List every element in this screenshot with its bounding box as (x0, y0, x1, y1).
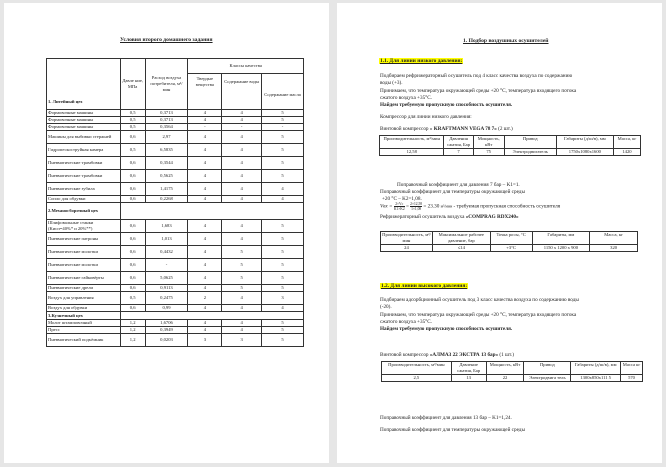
column-header: Максимальное рабочее давление, бар (432, 232, 490, 245)
column-header: Производительность, м³/мин (382, 232, 431, 243)
cell-flow: 0,3949 (145, 327, 188, 334)
document-page-right (337, 3, 662, 463)
cell-water: 4 (222, 157, 262, 170)
column-header: Габариты (д/ш/в), мм (571, 362, 621, 375)
paragraph: Подбираем рефрижераторный осушитель под 4 класс качества воздуха по содержанию (380, 73, 573, 79)
cell-water: 4 (222, 305, 262, 312)
column-header: Габариты, мм (532, 232, 590, 245)
cell-solids: 4 (188, 259, 222, 272)
cell-flow: 0,4432 (145, 246, 188, 259)
column-header: Масса, кг (590, 232, 638, 245)
compressor-name: KRAFTMANN VEGA 78 7» (433, 126, 497, 132)
cell-flow: 5,0625 (145, 272, 188, 285)
table-row (47, 110, 304, 117)
cell-flow: 0,3713 (145, 110, 188, 117)
cell-oil: 5 (262, 144, 304, 157)
cell-solids: - (188, 124, 222, 131)
cell-flow: 6,5835 (145, 144, 188, 157)
cell-flow: 1,4175 (145, 183, 188, 196)
cell-oil: 5 (262, 259, 304, 272)
column-header: Привод (504, 136, 556, 149)
cell-oil: 5 (262, 220, 304, 233)
cell-flow: 0,3544 (145, 157, 188, 170)
cell-pressure: 0,6 (120, 246, 145, 259)
cell-name: Формовочные машины (47, 124, 121, 131)
cell-flow: 1,683 (145, 220, 188, 233)
cell-flow: 0,2475 (145, 292, 188, 305)
table-cell: 22 (486, 375, 524, 382)
table-row (47, 246, 304, 259)
column-header: Производительность, м³/мин (382, 362, 452, 375)
cell-pressure: 0,5 (120, 117, 145, 124)
cell-pressure: 1,2 (120, 320, 145, 327)
table-cell: 13 (451, 375, 486, 382)
paragraph: воды (+3). (380, 80, 403, 86)
table-row (47, 327, 304, 334)
cell-oil: 5 (262, 157, 304, 170)
cell-oil: 5 (262, 334, 304, 347)
cell-flow: 0,99 (145, 305, 188, 312)
paragraph: (-20). (380, 304, 392, 310)
cell-water: 5 (222, 246, 262, 259)
cell-name: Воздух для обдувки (47, 305, 121, 312)
cell-pressure: 0,6 (120, 170, 145, 183)
paragraph: Найдем требуемую пропускную способность осушителя. (380, 102, 513, 108)
cell-pressure: 1,2 (120, 327, 145, 334)
cell-name: Машины для выбивки стержней (47, 131, 121, 144)
header-solids: Твердые вещества (188, 74, 222, 110)
cell-solids: 4 (188, 183, 222, 196)
table-row (47, 305, 304, 312)
dryer-name: «COMPRAG RDX240» (465, 214, 519, 220)
cell-name: Формовочные машины (47, 117, 121, 124)
cell-name: Пневматические дрели (47, 285, 121, 292)
cell-pressure: 0,6 (120, 272, 145, 285)
table-row (47, 196, 304, 203)
cell-flow: 0,3713 (145, 117, 188, 124)
cell-name: Пневматические молотки (47, 259, 121, 272)
table-cell: 1420 (613, 149, 640, 156)
cell-name: Пневматические патроны (47, 233, 121, 246)
cell-oil: 5 (262, 285, 304, 292)
cell-flow: - (145, 259, 188, 272)
cell-flow: 2,97 (145, 131, 188, 144)
page-title: Условия второго домашнего задания (120, 37, 213, 43)
table-cell: 1150 x 1200 x 900 (532, 245, 590, 252)
cell-water: 3 (222, 334, 262, 347)
cell-pressure: 0,6 (120, 233, 145, 246)
cell-name: Шлифовальные станки (Kисп=40%* и 20%**) (47, 220, 121, 233)
cell-solids: 4 (188, 220, 222, 233)
header-section: 1. Литейный цех (47, 59, 121, 110)
cell-water: 4 (222, 131, 262, 144)
cell-oil: 3 (262, 292, 304, 305)
table-row (380, 149, 641, 156)
cell-pressure: 0,6 (120, 305, 145, 312)
header-flow: Расход воздуха потребителя, м³/мин (145, 59, 188, 110)
cell-solids: 4 (188, 320, 222, 327)
cell-flow: 1,013 (145, 233, 188, 246)
cell-solids: 4 (188, 246, 222, 259)
cell-water: 4 (222, 110, 262, 117)
column-header: Производительность, м³/мин (380, 136, 444, 149)
cell-solids: 4 (188, 131, 222, 144)
paragraph: Поправочный коэффициент для давления 13 бар – K1=1,24. (380, 415, 512, 421)
cell-pressure: 0,6 (120, 196, 145, 203)
cell-pressure: 0,6 (120, 285, 145, 292)
cell-flow: 0,3564 (145, 124, 188, 131)
cell-name: Воздух для управления (47, 292, 121, 305)
cell-water: 4 (222, 117, 262, 124)
cell-water: 4 (222, 220, 262, 233)
column-header: Давление сжатия, Бар (451, 362, 486, 375)
cell-name: Пневматический подъёмник (47, 334, 121, 347)
cell-pressure: 0,5 (120, 124, 145, 131)
cell-flow: 0,5625 (145, 170, 188, 183)
cell-pressure: 0,6 (120, 220, 145, 233)
cell-oil: 5 (262, 131, 304, 144)
cell-pressure: 0,6 (120, 131, 145, 144)
cell-name: Молот штамповочный (47, 320, 121, 327)
cell-pressure: 0,6 (120, 157, 145, 170)
cell-solids: 4 (188, 327, 222, 334)
table-cell: 1300x850x111 5 (571, 375, 621, 382)
table-row (47, 320, 304, 327)
cell-name: Пневматические молотки (47, 246, 121, 259)
cell-water: 5 (222, 272, 262, 285)
cell-oil: 5 (262, 170, 304, 183)
table-cell: Электродвигатель (504, 149, 556, 156)
page-title: 1. Подбор воздушных осушителей (463, 38, 549, 44)
cell-oil: 5 (262, 246, 304, 259)
compressor-line: Винтовой компрессор «АЛМАЗ 22 ЭКСТРА 13 бар» (1 шт.) (380, 352, 514, 358)
table-cell: 12,58 (380, 149, 444, 156)
column-header: Масса, кг (613, 136, 640, 149)
table-row (47, 157, 304, 170)
cell-solids: 4 (188, 272, 222, 285)
compressor-name: «АЛМАЗ 22 ЭКСТРА 13 бар» (429, 352, 499, 358)
cell-solids: 4 (188, 170, 222, 183)
paragraph: +20 °С – K2=1,08. (382, 196, 422, 202)
cell-oil: 5 (262, 117, 304, 124)
cell-flow: 0,0203 (145, 334, 188, 347)
cell-water: 4 (222, 320, 262, 327)
cell-solids: 3 (188, 334, 222, 347)
cell-oil: 5 (262, 233, 304, 246)
column-header: Точка росы, °С (490, 232, 532, 245)
compressor-table-high (381, 361, 643, 382)
air-consumers-table (46, 58, 304, 347)
cell-water: 5 (222, 285, 262, 292)
paragraph: Найдем требуемую пропускную способность осушителя. (380, 326, 513, 332)
compressor-table-low (379, 135, 641, 156)
table-row (381, 245, 638, 252)
paragraph: Принимаем, что температура окружающей среды +20 °С, температура входящего потока (380, 312, 577, 318)
section-heading-low-pressure: 1.1. Для линии низкого давления: (380, 58, 463, 64)
document-page-left (4, 3, 329, 463)
paragraph: Поправочный коэффициент для давления 7 бар – K1=1. (397, 182, 520, 188)
table-cell: 7 (444, 149, 473, 156)
cell-pressure: 0,5 (120, 292, 145, 305)
cell-water: 4 (222, 327, 262, 334)
column-header: Габариты (д/ш/в), мм (556, 136, 613, 149)
paragraph: Подбираем адсорбционный осушитель под 3 класс качества воздуха по содержанию воды (380, 297, 579, 303)
table-row (47, 117, 304, 124)
table-row (47, 124, 304, 131)
table-cell: 320 (590, 245, 638, 252)
table-cell: 24 (381, 245, 433, 252)
table-row (47, 259, 304, 272)
dryer-line: Рефрижераторный осушитель воздуха «COMPRAG RDX240» (380, 214, 519, 220)
cell-name: Формовочные машины (47, 110, 121, 117)
cell-oil: - (262, 124, 304, 131)
table-cell: 1750x1080x1600 (556, 149, 613, 156)
column-header: Мощность, кВт (473, 136, 504, 149)
column-header: Привод (524, 362, 571, 375)
cell-oil: 5 (262, 320, 304, 327)
section-header: 2.Механосборочный цех (47, 203, 121, 220)
paragraph: сжатого воздуха +35°С. (380, 319, 433, 325)
cell-pressure: 0,5 (120, 144, 145, 157)
cell-water: 5 (222, 259, 262, 272)
table-cell: 75 (473, 149, 504, 156)
table-row (47, 183, 304, 196)
cell-solids: 4 (188, 196, 222, 203)
formula: Vвх = $\frac{2\times Vc}{K1\times K2}$ = $\frac{2\times 12,58}{1\times 1,08}$ = 23.30 м³/мин - требуемая пропускная способность осушителя (380, 202, 561, 211)
cell-flow: 1,6706 (145, 320, 188, 327)
cell-oil: 4 (262, 183, 304, 196)
cell-name: Пневматические гайковёрты (47, 272, 121, 285)
cell-name: Пневматические трамбовки (47, 157, 121, 170)
cell-oil: 4 (262, 196, 304, 203)
table-cell: +3°С (490, 245, 532, 252)
table-row (47, 285, 304, 292)
cell-solids: 2 (188, 292, 222, 305)
table-row (382, 375, 643, 382)
column-header: Давления сжатия, Бар (444, 136, 473, 149)
column-header: Мощность, кВт (486, 362, 524, 375)
cell-pressure: 0,6 (120, 183, 145, 196)
header-quality-classes: Классы качества (188, 59, 304, 74)
table-header-row (380, 136, 641, 149)
cell-pressure: 1,2 (120, 334, 145, 347)
cell-name: Сопло для обдувки (47, 196, 121, 203)
cell-water: 4 (222, 233, 262, 246)
table-row (47, 334, 304, 347)
cell-oil: 5 (262, 272, 304, 285)
paragraph: Поправочный коэффициент для температуры окружающей среды (380, 189, 525, 195)
cell-solids: 4 (188, 233, 222, 246)
cell-water: - (222, 124, 262, 131)
cell-name: Пневматические трамбовки (47, 170, 121, 183)
table-row (47, 292, 304, 305)
header-oil: Содержание масла (262, 74, 304, 110)
cell-oil: 4 (262, 305, 304, 312)
cell-oil: 5 (262, 327, 304, 334)
section-header: 3.Кузнечный цех (47, 312, 121, 320)
paragraph: сжатого воздуха +35°С. (380, 95, 433, 101)
header-pressure: Давле ние, МПа (120, 59, 145, 110)
cell-oil: 5 (262, 110, 304, 117)
cell-name: Пресс (47, 327, 121, 334)
cell-solids: 4 (188, 110, 222, 117)
paragraph: Компрессор для линии низкого давления: (380, 114, 472, 120)
table-header-row (382, 362, 643, 375)
cell-solids: 4 (188, 285, 222, 292)
cell-water: 4 (222, 196, 262, 203)
dryer-table-low (380, 231, 638, 252)
table-cell: ≤14 (432, 245, 490, 252)
cell-pressure: 0,6 (120, 259, 145, 272)
cell-water: 4 (222, 292, 262, 305)
cell-flow: 0,2268 (145, 196, 188, 203)
cell-water: 4 (222, 144, 262, 157)
table-header-row (381, 232, 638, 245)
cell-water: 4 (222, 170, 262, 183)
cell-name: Пневматические зубила (47, 183, 121, 196)
section-heading-high-pressure: 1.2. Для линии высокого давления: (381, 283, 468, 289)
header-water: Содержание воды (222, 74, 262, 110)
cell-water: 4 (222, 183, 262, 196)
cell-flow: 0,9113 (145, 285, 188, 292)
paragraph: Поправочный коэффициент для температуры окружающей среды (380, 427, 525, 433)
column-header: Масса кг (621, 362, 643, 375)
table-cell: Электродвига тель (524, 375, 571, 382)
table-row (47, 131, 304, 144)
table-row (47, 233, 304, 246)
cell-name: Гидропескоструйная камера (47, 144, 121, 157)
table-cell: 570 (621, 375, 643, 382)
cell-solids: 4 (188, 117, 222, 124)
paragraph: Принимаем, что температура окружающей среды +20 °С, температура входящего потока (380, 88, 577, 94)
table-row (47, 144, 304, 157)
table-row (47, 220, 304, 233)
cell-solids: 4 (188, 305, 222, 312)
cell-solids: 4 (188, 157, 222, 170)
table-row (47, 170, 304, 183)
compressor-line: Винтовой компрессор « KRAFTMANN VEGA 78 7» (2 шт.) (380, 126, 513, 132)
cell-pressure: 0,5 (120, 110, 145, 117)
table-cell: 2,5 (382, 375, 452, 382)
table-row (47, 272, 304, 285)
cell-solids: 4 (188, 144, 222, 157)
